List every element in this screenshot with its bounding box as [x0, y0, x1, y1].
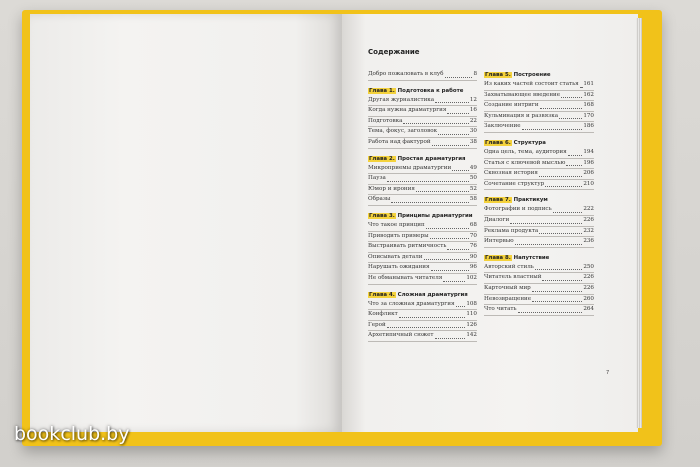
- toc-entry: [368, 127, 477, 138]
- dot-leader: [435, 102, 469, 103]
- dot-leader: [540, 108, 583, 109]
- toc-entry-page: 108: [466, 300, 477, 307]
- toc-entry-title: Выстраивать ритмичность: [368, 243, 447, 250]
- toc-entry: [368, 221, 477, 232]
- dot-leader: [416, 191, 469, 192]
- toc-entry-page: 210: [583, 180, 594, 187]
- toc-entry-title: Микроприемы драматургии: [368, 164, 452, 171]
- dot-leader: [447, 249, 468, 250]
- toc-title: Содержание: [368, 48, 420, 56]
- toc-entry-title: Что читать: [484, 306, 517, 313]
- toc-entry-page: 52: [469, 185, 477, 192]
- toc-entry: [368, 106, 477, 117]
- dot-leader: [568, 155, 583, 156]
- toc-chapter-heading: [368, 290, 477, 300]
- toc-entry-page: 90: [469, 253, 477, 260]
- toc-entry: [484, 80, 594, 91]
- toc-entry-title: Образы: [368, 196, 391, 203]
- toc-entry-page: 226: [583, 284, 594, 291]
- dot-leader: [443, 281, 465, 282]
- toc-entry-page: 168: [583, 102, 594, 109]
- dot-leader: [426, 228, 469, 229]
- toc-entry-title: Интервью: [484, 238, 514, 245]
- toc-entry-title: Читатель властный: [484, 274, 542, 281]
- toc-entry: [368, 253, 477, 264]
- toc-entry: [484, 91, 594, 102]
- toc-entry-page: 70: [469, 232, 477, 239]
- dot-leader: [580, 87, 583, 88]
- toc-entry: [484, 159, 594, 170]
- toc-entry-title: Диалоги: [484, 216, 510, 223]
- toc-entry: [484, 284, 594, 295]
- toc-entry-page: 194: [583, 148, 594, 155]
- chapter-label: Глава 3.: [369, 212, 395, 219]
- dot-leader: [387, 181, 469, 182]
- toc-entry-page: 186: [583, 123, 594, 130]
- toc-entry: [484, 263, 594, 274]
- toc-entry-page: 170: [583, 112, 594, 119]
- dot-leader: [515, 244, 583, 245]
- toc-entry-page: 16: [469, 107, 477, 114]
- toc-entry: [484, 273, 594, 284]
- toc-entry-title: Из каких частей состоит статья: [484, 81, 579, 87]
- toc-entry: [368, 117, 477, 128]
- toc-entry-title: Юмор и ирония: [368, 185, 415, 192]
- dot-leader: [542, 280, 582, 281]
- toc-entry: [484, 205, 594, 216]
- toc-entry-title: Что за сложная драматургия: [368, 300, 455, 307]
- dot-leader: [456, 306, 466, 307]
- chapter-label: Глава 6.: [485, 139, 511, 146]
- toc-entry-title: Заключение: [484, 123, 521, 130]
- toc-entry-page: 68: [469, 221, 477, 228]
- toc-entry-page: 8: [473, 71, 477, 77]
- toc-entry-title: Реклама продукта: [484, 227, 539, 234]
- toc-entry: [368, 300, 477, 311]
- dot-leader: [387, 327, 466, 328]
- dot-leader: [445, 77, 473, 78]
- toc-entry: [484, 305, 594, 316]
- dot-leader: [532, 291, 583, 292]
- toc-entry-title: Авторский стиль: [484, 263, 534, 270]
- toc-entry-title: Пауза: [368, 175, 386, 182]
- chapter-label: Глава 7.: [485, 197, 511, 204]
- toc-entry-page: 30: [469, 128, 477, 135]
- toc-chapter-heading: [484, 70, 594, 80]
- dot-leader: [518, 312, 583, 313]
- chapter-title: Напутствие: [513, 254, 550, 261]
- toc-entry-title: Создание интриги: [484, 102, 539, 109]
- toc-entry-page: 50: [469, 175, 477, 182]
- toc-entry: [484, 169, 594, 180]
- page-number: 7: [606, 370, 610, 376]
- dot-leader: [424, 259, 469, 260]
- toc-chapter-heading: [484, 138, 594, 148]
- toc-entry-title: Фотографии и подпись: [484, 206, 552, 213]
- dot-leader: [432, 145, 469, 146]
- toc-entry: [484, 180, 594, 191]
- toc-entry-page: 76: [469, 243, 477, 250]
- toc-entry-page: 226: [583, 216, 594, 223]
- toc-entry-title: Сквозная история: [484, 170, 538, 177]
- toc-entry-page: 162: [583, 91, 594, 98]
- toc-entry-title: Конфликт: [368, 311, 398, 318]
- toc-entry-title: Что такое принцип: [368, 221, 425, 228]
- toc-entry: [368, 164, 477, 175]
- toc-entry: [368, 321, 477, 332]
- toc-chapter-heading: [484, 253, 594, 263]
- toc-right-column: [484, 70, 594, 316]
- dot-leader: [403, 123, 468, 124]
- toc-entry: [368, 232, 477, 243]
- left-page: [30, 14, 342, 432]
- chapter-title: Принципы драматургии: [397, 212, 473, 219]
- dot-leader: [532, 301, 582, 302]
- chapter-title: Практикум: [513, 197, 548, 204]
- toc-entry-page: 226: [583, 274, 594, 281]
- toc-entry: [484, 122, 594, 133]
- toc-entry: [368, 70, 477, 81]
- dot-leader: [535, 269, 582, 270]
- toc-entry-title: Добро пожаловать в клуб: [368, 71, 444, 77]
- toc-entry-title: Невозвращение: [484, 295, 532, 302]
- dot-leader: [553, 212, 583, 213]
- toc-entry-page: 260: [583, 295, 594, 302]
- toc-entry-title: Не обманывать читателя: [368, 274, 443, 281]
- dot-leader: [452, 170, 469, 171]
- toc-entry: [368, 138, 477, 149]
- toc-chapter-heading: [368, 86, 477, 96]
- dot-leader: [430, 238, 469, 239]
- toc-entry: [484, 295, 594, 306]
- toc-entry-title: Карточный мир: [484, 284, 531, 291]
- dot-leader: [545, 186, 582, 187]
- toc-entry-title: Когда нужна драматургия: [368, 107, 447, 114]
- toc-entry-page: 126: [466, 321, 477, 328]
- chapter-title: Подготовка к работе: [397, 87, 464, 94]
- chapter-label: Глава 2.: [369, 155, 395, 162]
- watermark: bookclub.by: [14, 423, 130, 445]
- toc-entry-page: 161: [583, 81, 594, 87]
- toc-entry: [484, 237, 594, 248]
- toc-entry-title: Приводить примеры: [368, 232, 429, 239]
- toc-entry-title: Герой: [368, 321, 386, 328]
- toc-entry-page: 222: [583, 206, 594, 213]
- dot-leader: [539, 176, 582, 177]
- chapter-title: Построение: [513, 72, 551, 78]
- toc-entry: [368, 185, 477, 196]
- dot-leader: [539, 233, 582, 234]
- toc-entry-title: Кульминация и развязка: [484, 112, 559, 119]
- toc-entry: [368, 174, 477, 185]
- toc-entry-title: Описывать детали: [368, 253, 423, 260]
- dot-leader: [391, 202, 469, 203]
- toc-entry: [368, 242, 477, 253]
- page-edges: [636, 18, 642, 428]
- toc-entry: [484, 112, 594, 123]
- chapter-title: Сложная драматургия: [397, 291, 468, 298]
- toc-entry-page: 142: [466, 332, 477, 339]
- toc-entry-page: 206: [583, 170, 594, 177]
- dot-leader: [438, 134, 469, 135]
- chapter-label: Глава 5.: [485, 72, 511, 78]
- toc-entry-page: 110: [466, 311, 477, 318]
- toc-entry-page: 232: [583, 227, 594, 234]
- toc-entry-page: 49: [469, 164, 477, 171]
- toc-entry-title: Архетипичный сюжет: [368, 332, 434, 339]
- dot-leader: [435, 338, 466, 339]
- toc-entry-page: 236: [583, 238, 594, 245]
- toc-entry-title: Статья с ключевой мыслью: [484, 159, 566, 166]
- toc-chapter-heading: [368, 154, 477, 164]
- toc-entry-title: Другая журналистика: [368, 96, 435, 103]
- toc-entry-page: 250: [583, 263, 594, 270]
- toc-entry: [484, 101, 594, 112]
- toc-entry-page: 196: [583, 159, 594, 166]
- toc-entry-title: Тема, фокус, заголовок: [368, 128, 438, 135]
- toc-entry-page: 96: [469, 264, 477, 271]
- dot-leader: [431, 270, 469, 271]
- toc-entry-page: 102: [466, 274, 477, 281]
- toc-entry: [368, 274, 477, 285]
- toc-entry: [484, 216, 594, 227]
- dot-leader: [447, 113, 468, 114]
- toc-entry-page: 12: [469, 96, 477, 103]
- toc-entry-title: Работа над фактурой: [368, 138, 431, 145]
- toc-entry: [484, 227, 594, 238]
- chapter-title: Простая драматургия: [397, 155, 466, 162]
- toc-entry: [368, 96, 477, 107]
- toc-entry: [368, 195, 477, 206]
- toc-entry-title: Подготовка: [368, 117, 403, 124]
- toc-entry-title: Захватывающее введение: [484, 91, 561, 98]
- toc-entry-page: 264: [583, 306, 594, 313]
- toc-entry-page: 38: [469, 138, 477, 145]
- toc-entry-page: 22: [469, 117, 477, 124]
- dot-leader: [510, 223, 582, 224]
- dot-leader: [399, 317, 466, 318]
- dot-leader: [559, 118, 582, 119]
- toc-entry: [484, 148, 594, 159]
- toc-entry-page: 58: [469, 196, 477, 203]
- chapter-label: Глава 8.: [485, 254, 511, 261]
- chapter-label: Глава 4.: [369, 291, 395, 298]
- toc-chapter-heading: [484, 195, 594, 205]
- toc-entry: [368, 263, 477, 274]
- toc-entry-title: Сочетание структур: [484, 180, 545, 187]
- toc-entry-title: Нарушать ожидания: [368, 264, 430, 271]
- toc-left-column: [368, 70, 477, 342]
- toc-entry-title: Одна цель, тема, аудитория: [484, 148, 567, 155]
- toc-chapter-heading: [368, 211, 477, 221]
- dot-leader: [566, 165, 582, 166]
- dot-leader: [522, 129, 583, 130]
- chapter-label: Глава 1.: [369, 87, 395, 94]
- chapter-title: Структура: [513, 139, 546, 146]
- toc-entry: [368, 331, 477, 342]
- toc-entry: [368, 310, 477, 321]
- dot-leader: [561, 97, 582, 98]
